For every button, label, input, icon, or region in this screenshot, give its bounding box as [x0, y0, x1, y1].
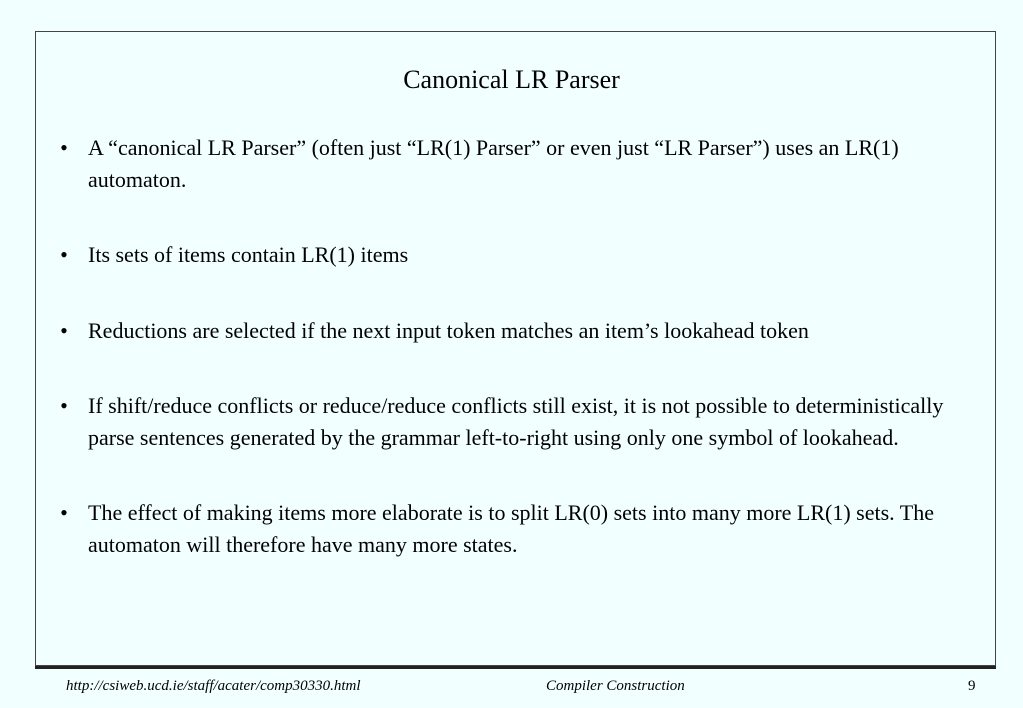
footer-divider: [35, 666, 996, 669]
slide-title: Canonical LR Parser: [403, 65, 620, 94]
bullet-text: Its sets of items contain LR(1) items: [88, 242, 409, 267]
bullet-text: A “canonical LR Parser” (often just “LR(1) Parser” or even just “LR Parser”) uses an LR(1) automaton.: [88, 135, 899, 192]
bullet-item: [54, 315, 954, 347]
bullet-item: [54, 239, 954, 271]
bullet-icon: •: [60, 317, 68, 343]
bullet-icon: •: [60, 500, 68, 525]
bullet-text: The effect of making items more elaborate is to split LR(0) sets into many more LR(1) sets. The automaton will therefore have many more states.: [88, 500, 934, 557]
bullet-icon: •: [60, 393, 68, 418]
bullet-item: [54, 132, 954, 195]
bullet-item: [54, 390, 954, 453]
bullet-text: If shift/reduce conflicts or reduce/reduce conflicts still exist, it is not possible to deterministically parse sentences generated by the grammar left-to-right using only one symbol of lookahead.: [88, 393, 944, 450]
bullet-icon: •: [60, 242, 68, 267]
footer-url[interactable]: http://csiweb.ucd.ie/staff/acater/comp30330.html: [66, 678, 361, 694]
footer-course-title: Compiler Construction: [546, 678, 685, 694]
page-number: 9: [968, 678, 976, 694]
bullet-item: [54, 497, 954, 560]
bullet-list: [54, 132, 954, 604]
bullet-icon: •: [60, 135, 68, 160]
bullet-text: Reductions are selected if the next input token matches an item’s lookahead token: [88, 317, 809, 343]
